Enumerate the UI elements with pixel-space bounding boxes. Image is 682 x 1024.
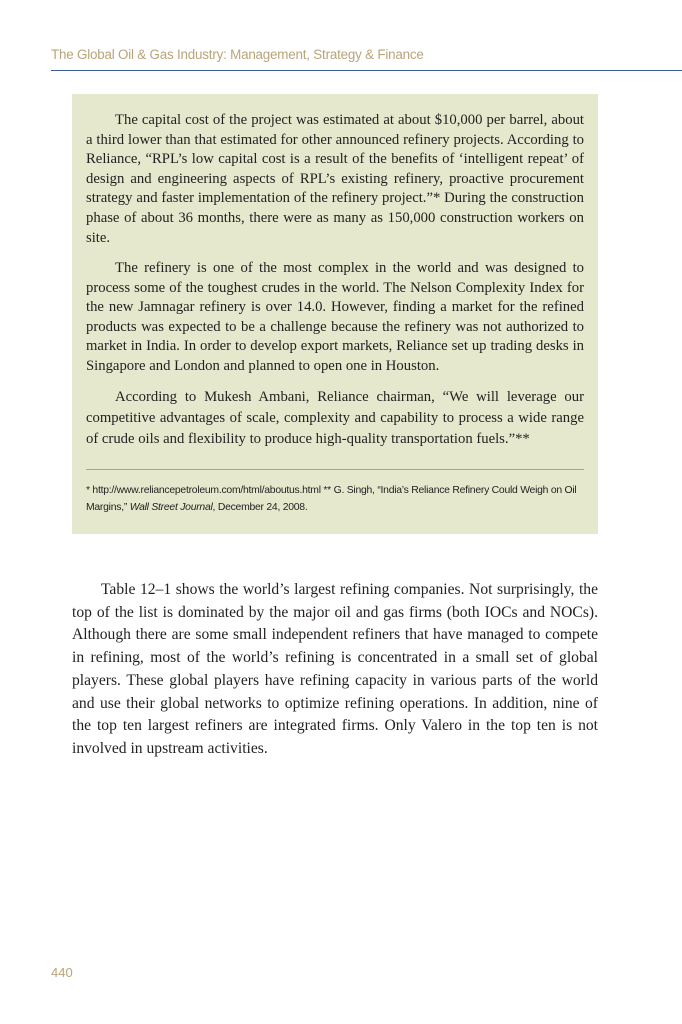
footnote-journal: Wall Street Journal bbox=[129, 502, 213, 513]
sidebar-paragraph: The capital cost of the project was estimated at about $10,000 per barrel, about a third lower than that estimated for other announced refinery projects. According to Reliance, “RPL’s low capital cost is a result of the benefits of ‘intelligent repeat’ of design and engineering aspects of RPL’s existing refinery, proactive procurement strategy and faster implementation of the refinery project.”* During the construction phase of about 36 months, there were as many as 150,000 construction workers on site. bbox=[86, 112, 584, 246]
sidebar-box bbox=[72, 94, 598, 534]
header-rule bbox=[51, 70, 682, 71]
sidebar-paragraph: According to Mukesh Ambani, Reliance chairman, “We will leverage our competitive advantages of scale, complexity and capability to process a wide range of crude oils and flexibility to produce high-quality transportation fuels.”** bbox=[86, 389, 584, 447]
footnote-tail: , December 24, 2008. bbox=[212, 502, 308, 513]
footnote-rule bbox=[86, 469, 584, 470]
body-paragraph: Table 12–1 shows the world’s largest refining companies. Not surprisingly, the top of the list is dominated by the major oil and gas firms (both IOCs and NOCs). Although there are some small independent refiners that have managed to compete in refining, most of the world’s refining is concentrated in a small set of global players. These global players have refining capacity in various parts of the world and use their global networks to optimize refining operations. In addition, nine of the top ten largest refiners are integrated firms. Only Valero in the top ten is not involved in upstream activities. bbox=[72, 581, 598, 757]
sidebar-footnote bbox=[86, 482, 584, 516]
footnote-lead: * http://www.reliancepetroleum.com/html/aboutus.html ** G. Singh, “India’s Reliance Refinery Could Weigh on Oil Margins,” bbox=[86, 485, 577, 513]
page-number: 440 bbox=[51, 965, 73, 980]
sidebar-paragraph: The refinery is one of the most complex in the world and was designed to process some of the toughest crudes in the world. The Nelson Complexity Index for the new Jamnagar refinery is over 14.0. However, finding a market for the refined products was expected to be a challenge because the refinery was not authorized to market in India. In order to develop export markets, Reliance set up trading desks in Singapore and London and planned to open one in Houston. bbox=[86, 260, 584, 374]
running-head: The Global Oil & Gas Industry: Management, Strategy & Finance bbox=[51, 47, 424, 62]
